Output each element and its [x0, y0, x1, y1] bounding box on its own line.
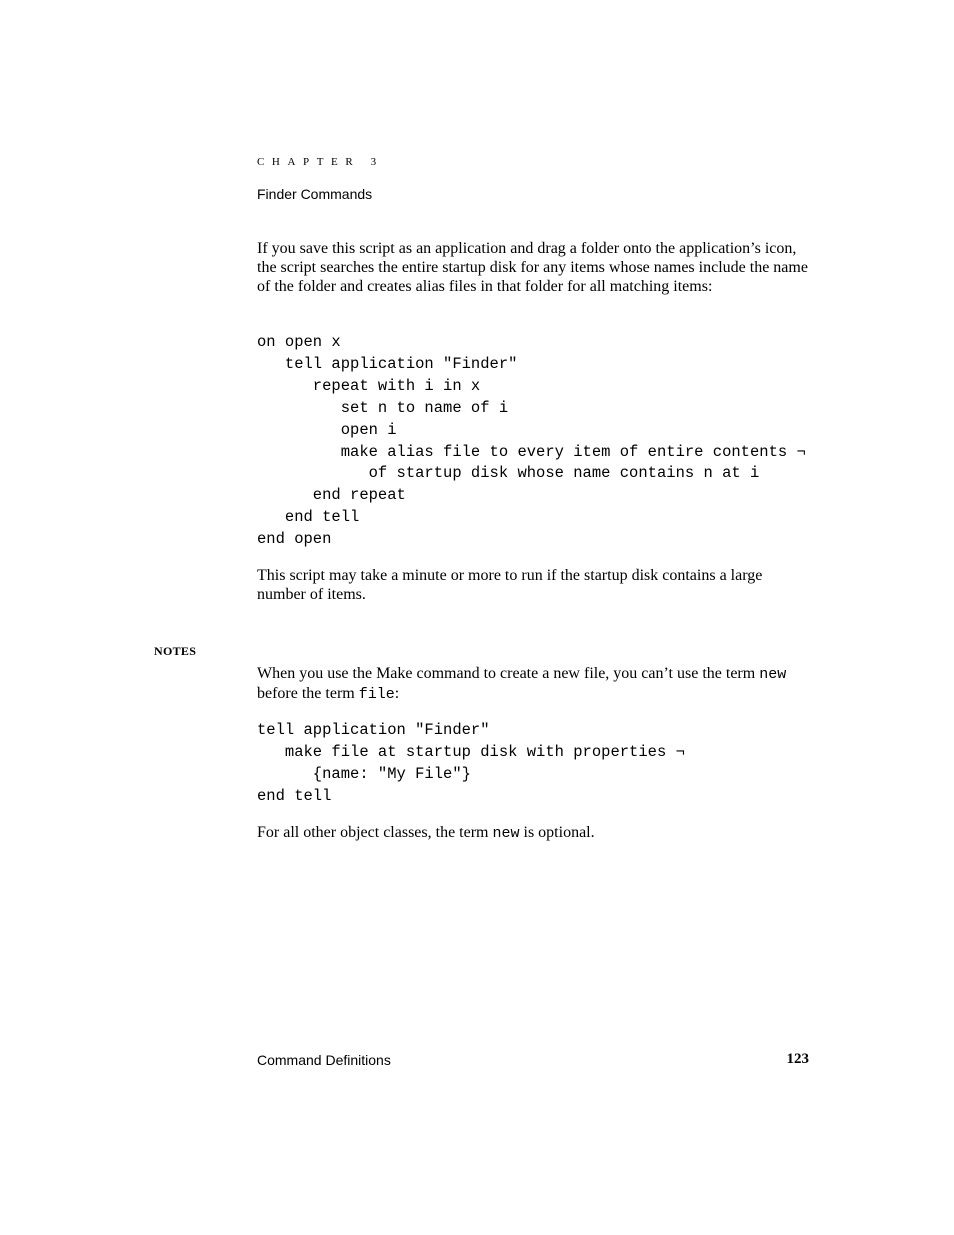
closing-text-part: is optional.: [519, 824, 595, 841]
footer-section-title: Command Definitions: [257, 1052, 391, 1068]
chapter-label: CHAPTER 3: [257, 156, 384, 168]
inline-code-new: new: [492, 825, 520, 842]
inline-code-file: file: [358, 685, 395, 703]
intro-paragraph: If you save this script as an application and drag a folder onto the application’s icon, the script searches the entire startup disk for any items whose names include the name of the folder and creates alias files in that folder for all matching items:: [257, 240, 808, 295]
notes-text-part: before the term: [257, 684, 359, 702]
chapter-title: Finder Commands: [257, 186, 373, 202]
notes-heading: NOTES: [154, 644, 197, 658]
closing-paragraph: [257, 824, 812, 844]
notes-text-part: :: [394, 684, 400, 702]
inline-code-new: new: [759, 666, 787, 683]
code-example-make-file: tell application "Finder" make file at startup disk with properties ¬ {name: "My File"} end tell: [257, 721, 685, 805]
notes-text-part: When you use the Make command to create a new file, you can’t use the term: [257, 665, 760, 682]
closing-text-part: For all other object classes, the term: [257, 824, 493, 841]
page-number: 123: [786, 1051, 809, 1067]
runtime-note-paragraph: This script may take a minute or more to run if the startup disk contains a large number of items.: [257, 567, 763, 603]
code-example-open-handler: on open x tell application "Finder" repeat with i in x set n to name of i open i make alias file to every item of entire contents ¬ of startup disk whose name contains n at i end repeat end tell end open: [257, 333, 806, 549]
notes-paragraph: [257, 665, 812, 705]
